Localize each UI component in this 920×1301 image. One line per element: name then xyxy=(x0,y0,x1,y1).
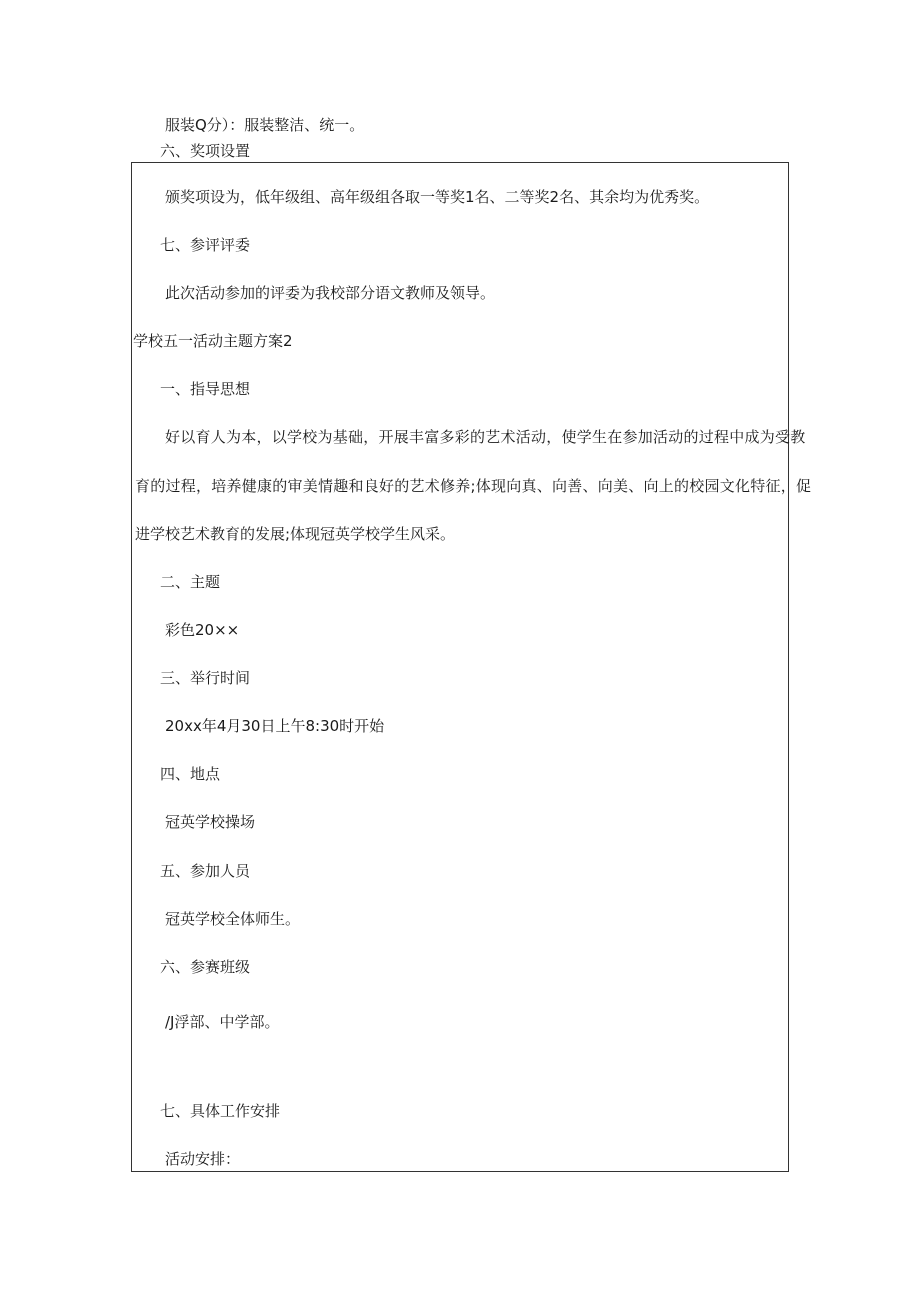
text-line: 服装Q分）：服装整洁、统一。 xyxy=(165,116,365,134)
paragraph: 活动安排： xyxy=(165,1150,241,1168)
section-heading: 四、地点 xyxy=(160,765,221,783)
section-heading: 三、举行时间 xyxy=(160,669,251,687)
paragraph: 育的过程，培养健康的审美情趣和良好的艺术修养;体现向真、向善、向美、向上的校园文化特征，促 xyxy=(135,477,812,495)
section-heading: 七、具体工作安排 xyxy=(160,1102,281,1120)
paragraph: /J浮部、中学部。 xyxy=(165,1013,280,1031)
paragraph: 颁奖项设为，低年级组、高年级组各取一等奖1名、二等奖2名、其余均为优秀奖。 xyxy=(165,188,710,206)
section-heading: 五、参加人员 xyxy=(160,862,251,880)
section-heading: 六、参赛班级 xyxy=(160,958,251,976)
section-heading: 七、参评评委 xyxy=(160,236,251,254)
paragraph: 20xx年4月30日上午8:30时开始 xyxy=(165,717,385,735)
section-heading: 六、奖项设置 xyxy=(160,142,251,160)
document-title: 学校五一活动主题方案2 xyxy=(133,332,293,350)
paragraph: 冠英学校全体师生。 xyxy=(165,910,301,928)
paragraph: 冠英学校操场 xyxy=(165,813,256,831)
paragraph: 此次活动参加的评委为我校部分语文教师及领导。 xyxy=(165,284,496,302)
paragraph: 彩色20×× xyxy=(165,621,240,639)
paragraph: 好以育人为本，以学校为基础，开展丰富多彩的艺术活动，使学生在参加活动的过程中成为受教 xyxy=(165,428,806,446)
section-heading: 一、指导思想 xyxy=(160,380,251,398)
section-heading: 二、主题 xyxy=(160,573,221,591)
paragraph: 进学校艺术教育的发展;体现冠英学校学生风采。 xyxy=(135,525,456,543)
